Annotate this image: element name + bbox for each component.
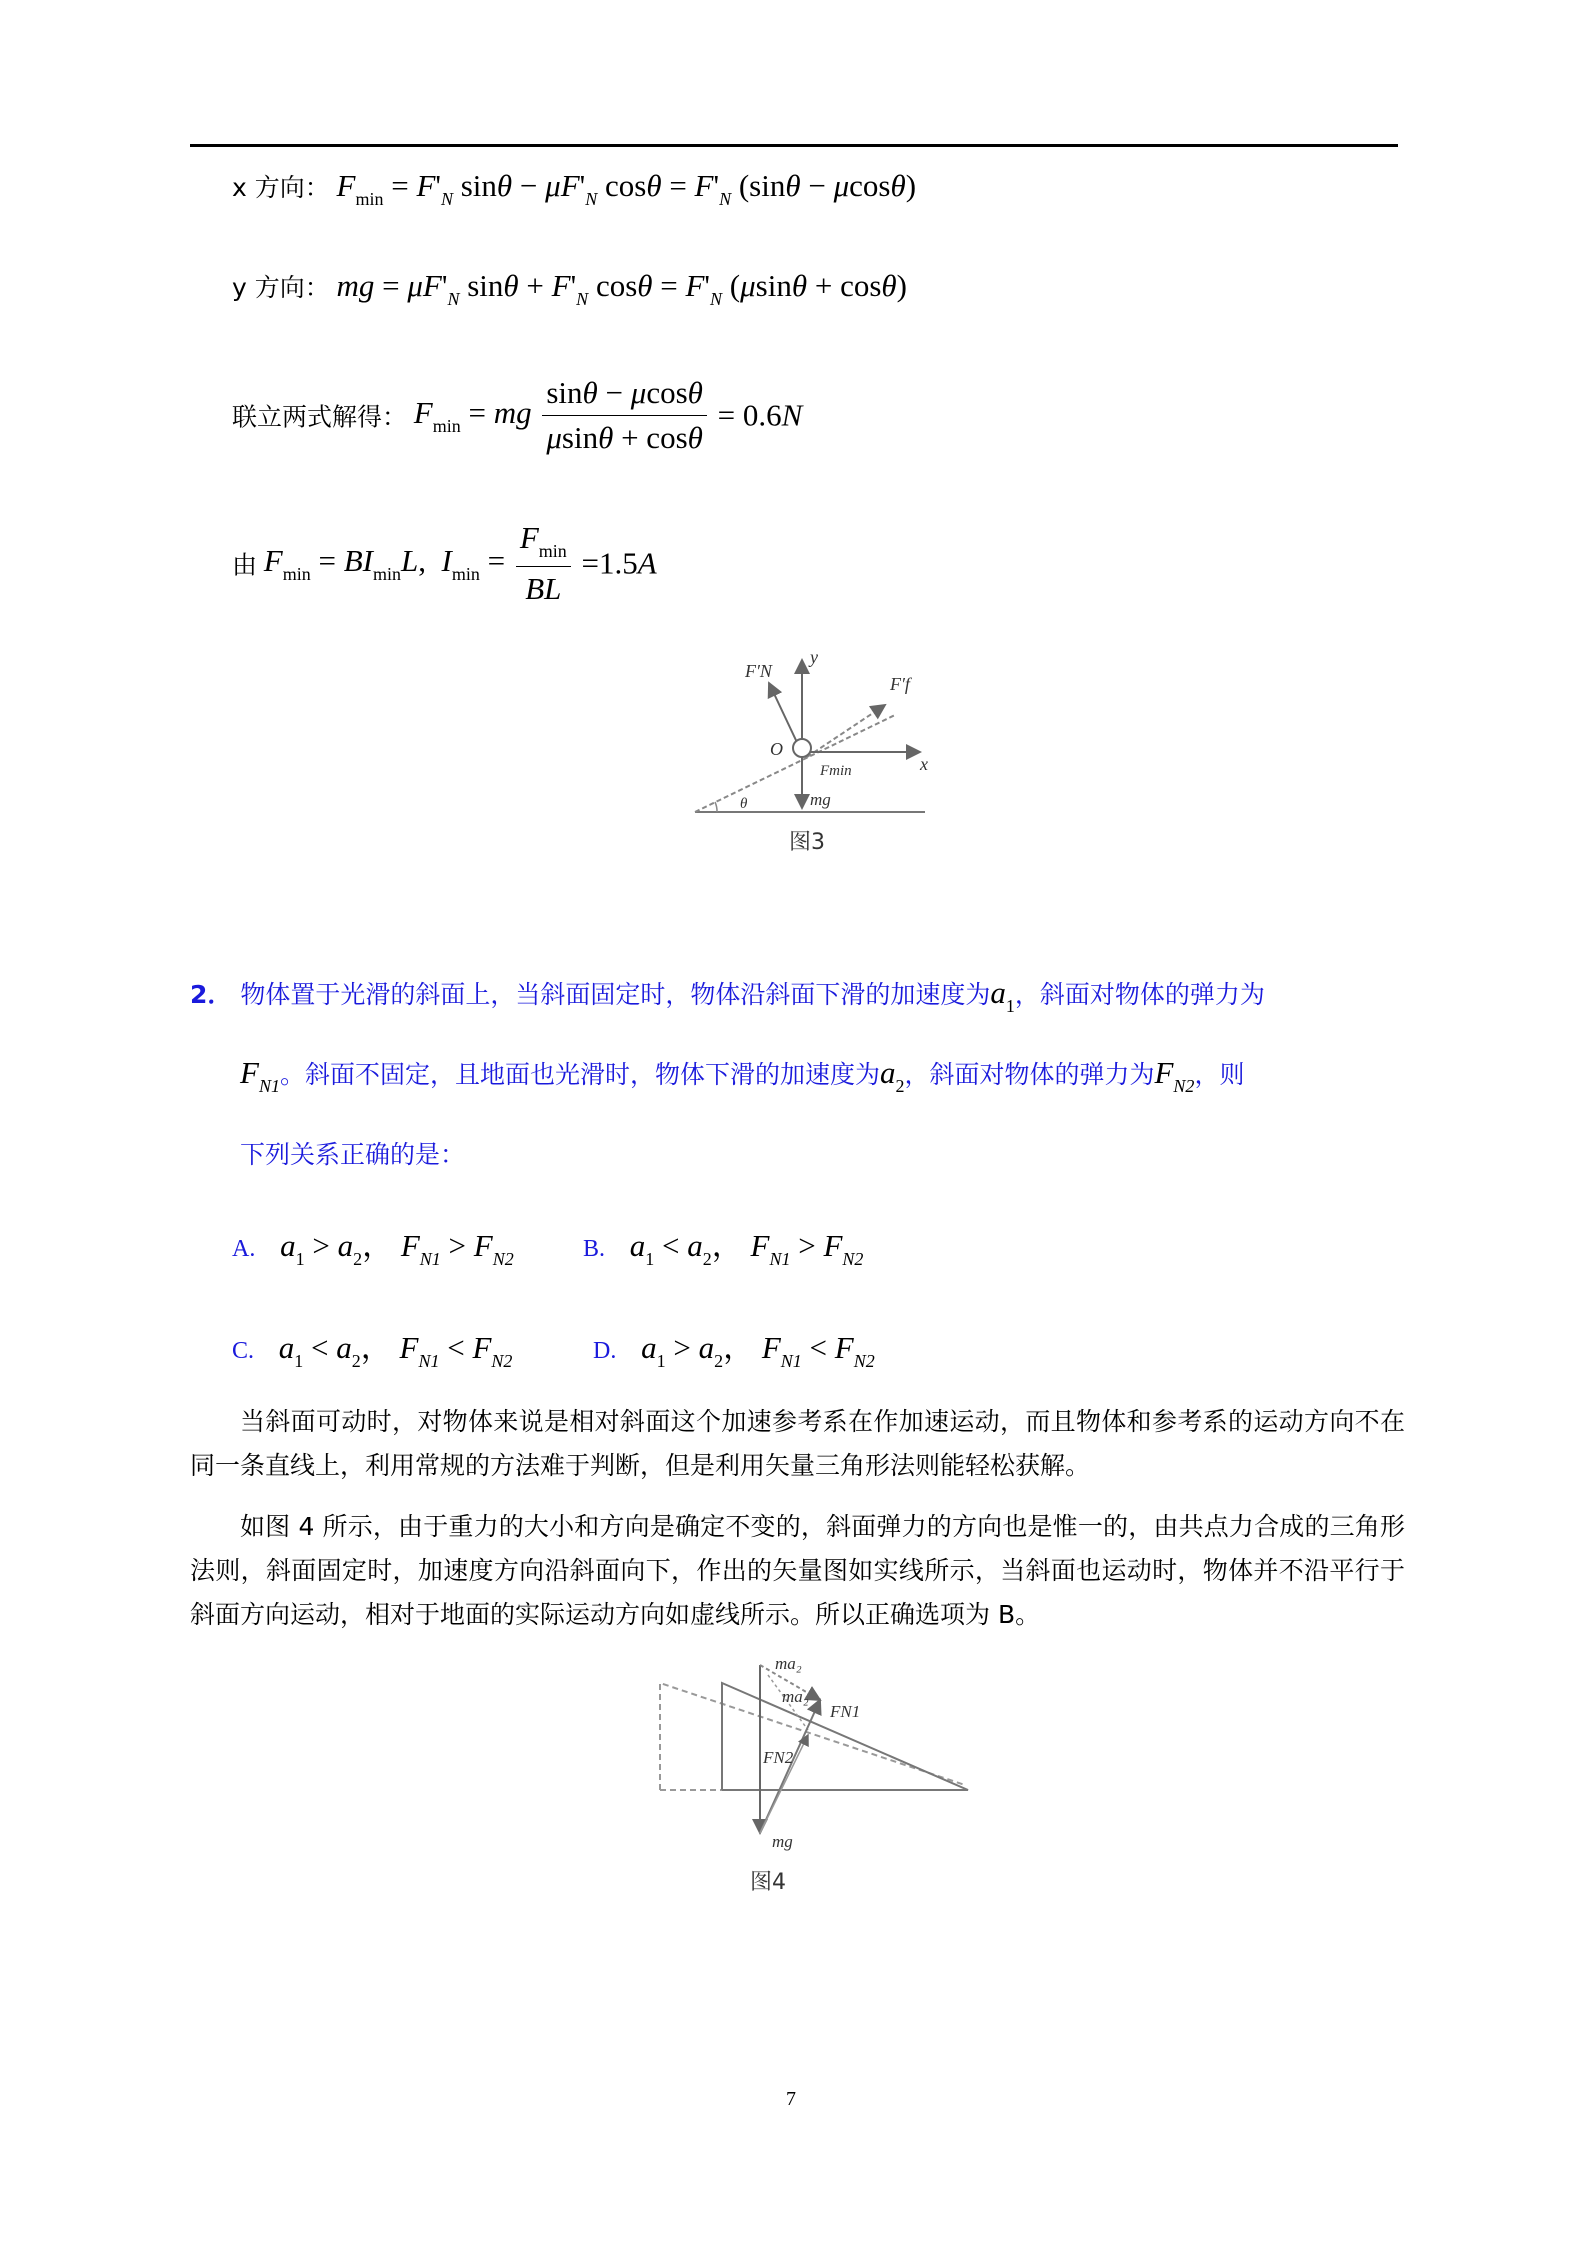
- solve-numerator: sinθ − μcosθ: [542, 375, 707, 416]
- solve-lhs: $F_{min}$ = mg: [413, 394, 532, 436]
- figure-4-caption: 图4: [750, 1870, 786, 1895]
- svg-text:O: O: [770, 739, 783, 759]
- question-2-line3: 下列关系正确的是：: [240, 1140, 466, 1169]
- equation-current: [232, 520, 657, 607]
- svg-text:θ: θ: [740, 796, 748, 812]
- page-number: 7: [786, 2088, 796, 2110]
- svg-text:x: x: [920, 754, 928, 774]
- equation-x-direction: [232, 168, 916, 210]
- force-diagram-3: [685, 645, 945, 825]
- header-rule: [190, 144, 1398, 147]
- solve-fraction: [542, 375, 707, 456]
- svg-text:F′f: F′f: [890, 674, 910, 694]
- equation-y-direction: [232, 268, 907, 310]
- y-direction-expr: mg = $\mu F'_N$ $\sin\theta + F'_N$ $\cos\theta = F'_N$ (μsinθ + cosθ): [336, 268, 907, 309]
- y-direction-label: y 方向：: [232, 273, 330, 302]
- current-fraction: $\frac{F_{min}}{BL}$: [516, 520, 571, 607]
- explanation-paragraph-1: 当斜面可动时，对物体来说是相对斜面这个加速参考系在作加速运动，而且物体和参考系的运动方向不在同一条直线上，利用常规的方法难于判断，但是利用矢量三角形法则能轻松获解。: [190, 1407, 1405, 1480]
- svg-text:mg: mg: [772, 1832, 793, 1851]
- figure-3-caption: 图3: [789, 830, 825, 855]
- option-c[interactable]: C. $a_1 < a_2$， $F_{N1} < F_{N2}$: [232, 1330, 513, 1371]
- svg-text:ma₂: ma₂: [782, 1687, 809, 1706]
- question-2-line2: $F_{N1}$。斜面不固定，且地面也光滑时，物体下滑的加速度为$a_2$，斜面对物体的弹力为$F_{N2}$，则: [240, 1055, 1245, 1096]
- svg-text:y: y: [810, 647, 818, 667]
- current-result: =1.5A: [581, 545, 657, 581]
- svg-text:ma₂: ma₂: [775, 1655, 802, 1673]
- equation-solve: [232, 375, 802, 456]
- force-diagram-4: [650, 1655, 990, 1865]
- x-direction-label: x 方向：: [232, 173, 330, 202]
- figure-4: [650, 1655, 990, 1900]
- question-number: 2．: [190, 980, 233, 1009]
- current-label: 由: [232, 550, 258, 580]
- option-d[interactable]: D. $a_1 > a_2$， $F_{N1} < F_{N2}$: [593, 1330, 875, 1371]
- explanation-paragraph-2: 如图 4 所示，由于重力的大小和方向是确定不变的，斜面弹力的方向也是惟一的，由共点力合成的三角形法则，斜面固定时，加速度方向沿斜面向下，作出的矢量图如实线所示，当斜面也运动时，物体并不沿平行于斜面方向运动，相对于地面的实际运动方向如虚线所示。所以正确选项为 B。: [190, 1512, 1405, 1629]
- current-expr1: $F_{min} = BI_{min}L$, $I_{min}$ =: [263, 542, 506, 584]
- svg-text:FN1: FN1: [830, 1702, 861, 1721]
- svg-text:mg: mg: [810, 790, 831, 809]
- solve-denominator: μsinθ + cosθ: [546, 420, 703, 455]
- option-b[interactable]: B. $a_1 < a_2$， $F_{N1} > F_{N2}$: [583, 1228, 864, 1269]
- x-direction-expr: $F_{min} = F'_N$ $\sin\theta - \mu F'_N$ $\cos\theta = F'_N$ (sinθ − μcosθ): [336, 168, 917, 209]
- option-a[interactable]: A. $a_1 > a_2$， $F_{N1} > F_{N2}$: [232, 1228, 514, 1269]
- solve-result: = 0.6N: [717, 397, 803, 433]
- question-2-line1: 2． 物体置于光滑的斜面上，当斜面固定时，物体沿斜面下滑的加速度为$a_1$，斜面对物体的弹力为: [190, 975, 1265, 1016]
- svg-text:FN2: FN2: [763, 1748, 794, 1767]
- solve-label: 联立两式解得：: [232, 402, 408, 432]
- svg-text:Fmin: Fmin: [820, 763, 852, 779]
- figure-3: [685, 645, 945, 855]
- svg-text:F′N: F′N: [745, 661, 772, 681]
